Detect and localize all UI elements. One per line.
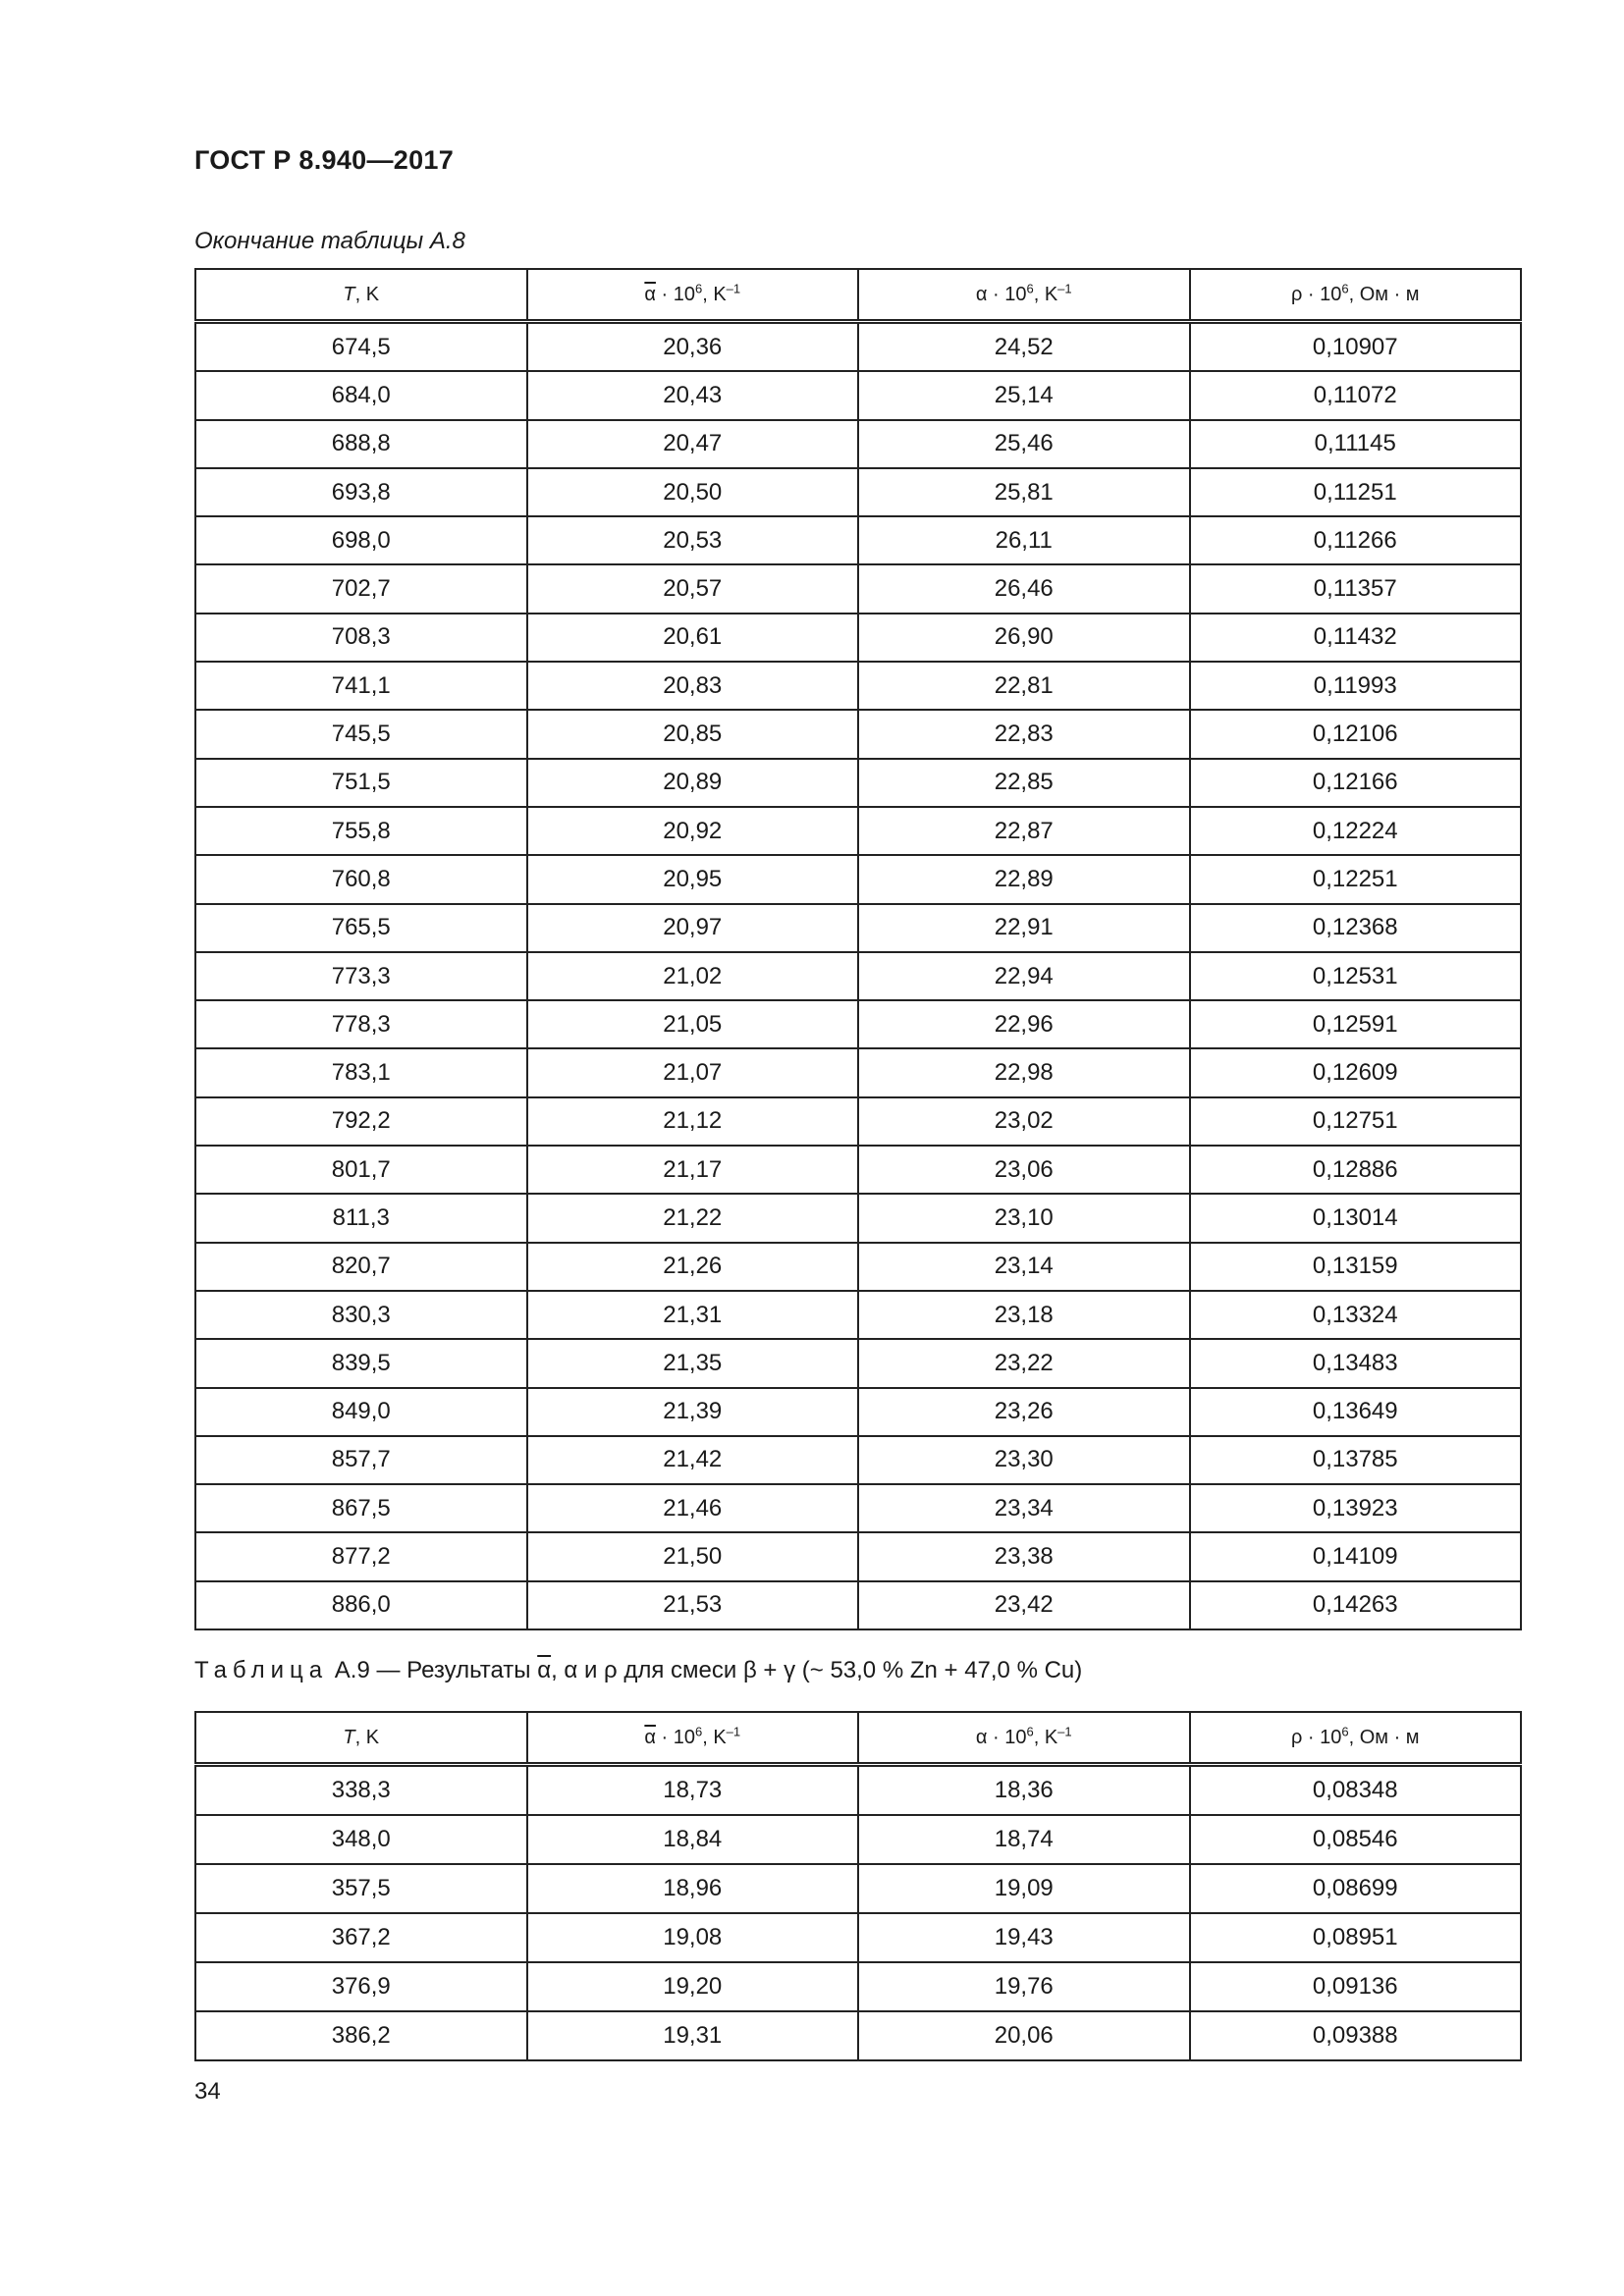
alpha-cell: 22,87 — [858, 807, 1190, 855]
alpha-cell: 20,06 — [858, 2011, 1190, 2060]
alpha-cell: 23,06 — [858, 1146, 1190, 1194]
alpha-cell: 19,43 — [858, 1913, 1190, 1962]
mean-alpha-cell: 21,35 — [527, 1339, 859, 1387]
resistivity-cell: 0,13649 — [1190, 1388, 1522, 1436]
resistivity-cell: 0,11251 — [1190, 468, 1522, 516]
alpha-cell: 25,81 — [858, 468, 1190, 516]
resistivity-cell: 0,09136 — [1190, 1962, 1522, 2011]
mean-alpha-cell: 19,20 — [527, 1962, 859, 2011]
mean-alpha-cell: 21,42 — [527, 1436, 859, 1484]
table-row — [195, 1194, 1521, 1242]
table-row — [195, 1864, 1521, 1913]
resistivity-cell: 0,11993 — [1190, 662, 1522, 710]
resistivity-cell: 0,13159 — [1190, 1243, 1522, 1291]
table-row — [195, 1815, 1521, 1864]
temperature-cell: 674,5 — [195, 322, 527, 372]
table-row — [195, 1532, 1521, 1580]
resistivity-cell: 0,08699 — [1190, 1864, 1522, 1913]
resistivity-cell: 0,12886 — [1190, 1146, 1522, 1194]
table-a8-caption: Окончание таблицы А.8 — [194, 228, 465, 254]
alpha-cell: 23,14 — [858, 1243, 1190, 1291]
col-header-alpha: $\alpha \cdot 10^6$, $K^{-1}$ — [858, 269, 1190, 322]
temperature-cell: 886,0 — [195, 1581, 527, 1629]
resistivity-cell: 0,14109 — [1190, 1532, 1522, 1580]
temperature-cell: 867,5 — [195, 1484, 527, 1532]
col-header-mean-alpha: $\overline{\alpha} \cdot 10^6$, $K^{-1}$ — [527, 1712, 859, 1765]
resistivity-cell: 0,12531 — [1190, 952, 1522, 1000]
table-row — [195, 2011, 1521, 2060]
alpha-cell: 23,26 — [858, 1388, 1190, 1436]
alpha-cell: 22,85 — [858, 759, 1190, 807]
resistivity-cell: 0,08546 — [1190, 1815, 1522, 1864]
temperature-cell: 741,1 — [195, 662, 527, 710]
resistivity-cell: 0,12609 — [1190, 1048, 1522, 1096]
mean-alpha-cell: 21,12 — [527, 1097, 859, 1146]
alpha-cell: 23,10 — [858, 1194, 1190, 1242]
col-header-temperature: T, K — [195, 269, 527, 322]
alpha-cell: 26,90 — [858, 614, 1190, 662]
mean-alpha-cell: 21,39 — [527, 1388, 859, 1436]
alpha-cell: 18,74 — [858, 1815, 1190, 1864]
resistivity-cell: 0,11432 — [1190, 614, 1522, 662]
temperature-cell: 348,0 — [195, 1815, 527, 1864]
resistivity-cell: 0,11266 — [1190, 516, 1522, 564]
alpha-cell: 22,81 — [858, 662, 1190, 710]
alpha-cell: 23,38 — [858, 1532, 1190, 1580]
temperature-cell: 792,2 — [195, 1097, 527, 1146]
table-row — [195, 420, 1521, 468]
temperature-cell: 857,7 — [195, 1436, 527, 1484]
mean-alpha-cell: 21,17 — [527, 1146, 859, 1194]
mean-alpha-cell: 20,89 — [527, 759, 859, 807]
mean-alpha-cell: 19,08 — [527, 1913, 859, 1962]
table-row — [195, 1097, 1521, 1146]
table-row — [195, 1291, 1521, 1339]
temperature-cell: 367,2 — [195, 1913, 527, 1962]
col-header-resistivity: $\rho \cdot 10^6$, Ом · м — [1190, 269, 1522, 322]
alpha-cell: 25,46 — [858, 420, 1190, 468]
resistivity-cell: 0,11072 — [1190, 371, 1522, 419]
alpha-cell: 23,34 — [858, 1484, 1190, 1532]
table-row — [195, 1000, 1521, 1048]
temperature-cell: 376,9 — [195, 1962, 527, 2011]
mean-alpha-cell: 18,96 — [527, 1864, 859, 1913]
alpha-cell: 23,30 — [858, 1436, 1190, 1484]
table-row — [195, 1436, 1521, 1484]
temperature-cell: 688,8 — [195, 420, 527, 468]
table-a9 — [194, 1711, 1522, 2061]
temperature-cell: 745,5 — [195, 710, 527, 758]
mean-alpha-cell: 20,97 — [527, 904, 859, 952]
temperature-cell: 698,0 — [195, 516, 527, 564]
mean-alpha-cell: 21,31 — [527, 1291, 859, 1339]
table-row — [195, 1048, 1521, 1096]
resistivity-cell: 0,13483 — [1190, 1339, 1522, 1387]
table-row — [195, 371, 1521, 419]
temperature-cell: 755,8 — [195, 807, 527, 855]
resistivity-cell: 0,12251 — [1190, 855, 1522, 903]
alpha-cell: 19,76 — [858, 1962, 1190, 2011]
mean-alpha-cell: 20,53 — [527, 516, 859, 564]
mean-alpha-cell: 20,83 — [527, 662, 859, 710]
table-row — [195, 855, 1521, 903]
col-header-temperature: T, K — [195, 1712, 527, 1765]
table-row — [195, 904, 1521, 952]
resistivity-cell: 0,11357 — [1190, 564, 1522, 613]
mean-alpha-cell: 20,50 — [527, 468, 859, 516]
alpha-cell: 25,14 — [858, 371, 1190, 419]
table-a8-body — [195, 322, 1521, 1630]
alpha-cell: 23,22 — [858, 1339, 1190, 1387]
mean-alpha-cell: 18,84 — [527, 1815, 859, 1864]
temperature-cell: 820,7 — [195, 1243, 527, 1291]
table-row — [195, 1765, 1521, 1816]
alpha-cell: 22,83 — [858, 710, 1190, 758]
alpha-cell: 23,18 — [858, 1291, 1190, 1339]
mean-alpha-cell: 21,46 — [527, 1484, 859, 1532]
mean-alpha-cell: 21,02 — [527, 952, 859, 1000]
table-a8 — [194, 268, 1522, 1630]
mean-alpha-cell: 21,26 — [527, 1243, 859, 1291]
col-header-mean-alpha: $\overline{\alpha} \cdot 10^6$, $K^{-1}$ — [527, 269, 859, 322]
resistivity-cell: 0,13014 — [1190, 1194, 1522, 1242]
table-header-row — [195, 1712, 1521, 1765]
table-row — [195, 516, 1521, 564]
resistivity-cell: 0,12166 — [1190, 759, 1522, 807]
alpha-cell: 22,98 — [858, 1048, 1190, 1096]
document-header: ГОСТ Р 8.940—2017 — [194, 145, 455, 175]
mean-alpha-cell: 20,92 — [527, 807, 859, 855]
resistivity-cell: 0,12751 — [1190, 1097, 1522, 1146]
resistivity-cell: 0,12368 — [1190, 904, 1522, 952]
mean-alpha-cell: 21,07 — [527, 1048, 859, 1096]
mean-alpha-cell: 20,57 — [527, 564, 859, 613]
resistivity-cell: 0,13785 — [1190, 1436, 1522, 1484]
temperature-cell: 839,5 — [195, 1339, 527, 1387]
temperature-cell: 778,3 — [195, 1000, 527, 1048]
temperature-cell: 386,2 — [195, 2011, 527, 2060]
resistivity-cell: 0,11145 — [1190, 420, 1522, 468]
mean-alpha-cell: 20,85 — [527, 710, 859, 758]
alpha-cell: 23,42 — [858, 1581, 1190, 1629]
col-header-alpha: $\alpha \cdot 10^6$, $K^{-1}$ — [858, 1712, 1190, 1765]
temperature-cell: 684,0 — [195, 371, 527, 419]
temperature-cell: 357,5 — [195, 1864, 527, 1913]
table-row — [195, 662, 1521, 710]
temperature-cell: 877,2 — [195, 1532, 527, 1580]
table-row — [195, 564, 1521, 613]
mean-alpha-cell: 21,50 — [527, 1532, 859, 1580]
table-row — [195, 1388, 1521, 1436]
resistivity-cell: 0,08348 — [1190, 1765, 1522, 1816]
temperature-cell: 783,1 — [195, 1048, 527, 1096]
alpha-cell: 22,96 — [858, 1000, 1190, 1048]
resistivity-cell: 0,09388 — [1190, 2011, 1522, 2060]
alpha-cell: 26,11 — [858, 516, 1190, 564]
table-row — [195, 1146, 1521, 1194]
alpha-cell: 19,09 — [858, 1864, 1190, 1913]
table-a9-caption: Таблица А.9 — Результаты $\overline{\alpha}$, α и ρ для смеси β + γ (~ 53,0 % Zn + 47,0 % Cu) — [194, 1657, 1083, 1683]
mean-alpha-cell: 20,36 — [527, 322, 859, 372]
mean-alpha-cell: 19,31 — [527, 2011, 859, 2060]
table-row — [195, 807, 1521, 855]
temperature-cell: 702,7 — [195, 564, 527, 613]
temperature-cell: 338,3 — [195, 1765, 527, 1816]
mean-alpha-cell: 20,43 — [527, 371, 859, 419]
temperature-cell: 773,3 — [195, 952, 527, 1000]
table-row — [195, 1913, 1521, 1962]
temperature-cell: 830,3 — [195, 1291, 527, 1339]
mean-alpha-cell: 20,47 — [527, 420, 859, 468]
mean-alpha-cell: 18,73 — [527, 1765, 859, 1816]
resistivity-cell: 0,12591 — [1190, 1000, 1522, 1048]
mean-alpha-cell: 20,61 — [527, 614, 859, 662]
resistivity-cell: 0,12224 — [1190, 807, 1522, 855]
resistivity-cell: 0,13324 — [1190, 1291, 1522, 1339]
table-row — [195, 322, 1521, 372]
table-row — [195, 1339, 1521, 1387]
alpha-cell: 23,02 — [858, 1097, 1190, 1146]
alpha-cell: 18,36 — [858, 1765, 1190, 1816]
resistivity-cell: 0,13923 — [1190, 1484, 1522, 1532]
page-number: 34 — [194, 2078, 221, 2105]
temperature-cell: 708,3 — [195, 614, 527, 662]
temperature-cell: 751,5 — [195, 759, 527, 807]
temperature-cell: 801,7 — [195, 1146, 527, 1194]
table-row — [195, 1484, 1521, 1532]
resistivity-cell: 0,08951 — [1190, 1913, 1522, 1962]
temperature-cell: 849,0 — [195, 1388, 527, 1436]
mean-alpha-cell: 21,05 — [527, 1000, 859, 1048]
alpha-cell: 24,52 — [858, 322, 1190, 372]
alpha-cell: 22,94 — [858, 952, 1190, 1000]
table-header-row — [195, 269, 1521, 322]
temperature-cell: 765,5 — [195, 904, 527, 952]
table-row — [195, 614, 1521, 662]
resistivity-cell: 0,10907 — [1190, 322, 1522, 372]
mean-alpha-cell: 21,53 — [527, 1581, 859, 1629]
mean-alpha-cell: 20,95 — [527, 855, 859, 903]
table-row — [195, 710, 1521, 758]
col-header-resistivity: $\rho \cdot 10^6$, Ом · м — [1190, 1712, 1522, 1765]
table-row — [195, 1962, 1521, 2011]
temperature-cell: 760,8 — [195, 855, 527, 903]
table-row — [195, 952, 1521, 1000]
table-row — [195, 759, 1521, 807]
alpha-cell: 22,89 — [858, 855, 1190, 903]
resistivity-cell: 0,12106 — [1190, 710, 1522, 758]
table-a9-body — [195, 1765, 1521, 2061]
table-row — [195, 1581, 1521, 1629]
alpha-cell: 22,91 — [858, 904, 1190, 952]
table-row — [195, 468, 1521, 516]
resistivity-cell: 0,14263 — [1190, 1581, 1522, 1629]
alpha-cell: 26,46 — [858, 564, 1190, 613]
temperature-cell: 811,3 — [195, 1194, 527, 1242]
temperature-cell: 693,8 — [195, 468, 527, 516]
table-row — [195, 1243, 1521, 1291]
mean-alpha-cell: 21,22 — [527, 1194, 859, 1242]
